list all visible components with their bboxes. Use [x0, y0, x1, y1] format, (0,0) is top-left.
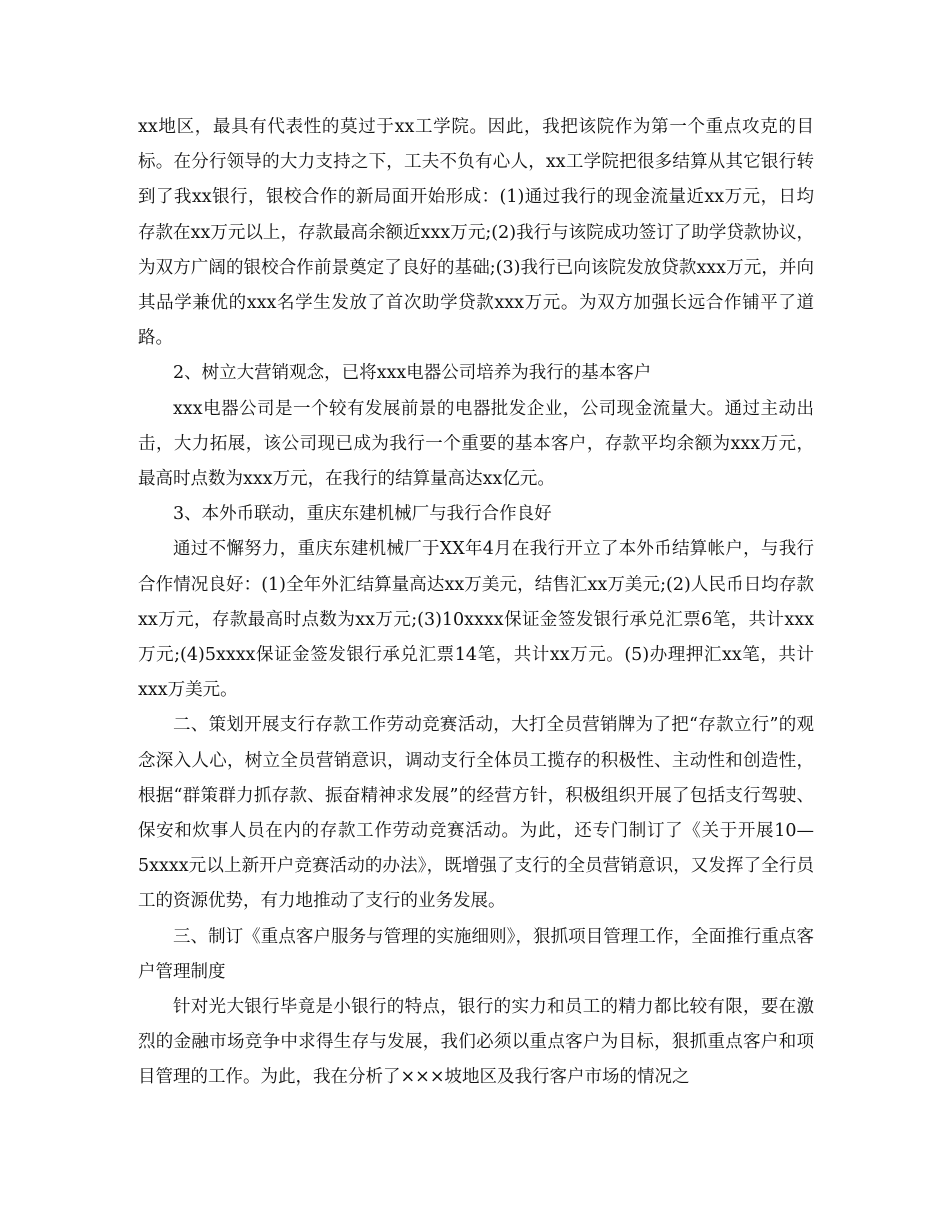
- document-body: [138, 110, 814, 1096]
- paragraph-5: 通过不懈努力，重庆东建机械厂于XX年4月在我行开立了本外币结算帐户，与我行合作情况良好：(1)全年外汇结算量高达xx万美元，结售汇xx万美元;(2)人民币日均存款xx万元，存款最高时点数为xx万元;(3)10xxxx保证金签发银行承兑汇票6笔，共计xxx万元;(4)5xxxx保证金签发银行承兑汇票14笔，共计xx万元。(5)办理押汇xx笔，共计xxx万美元。: [138, 539, 814, 701]
- paragraph-1: xx地区，最具有代表性的莫过于xx工学院。因此，我把该院作为第一个重点攻克的目标。在分行领导的大力支持之下，工夫不负有心人，xx工学院把很多结算从其它银行转到了我xx银行，银校合作的新局面开始形成：(1)通过我行的现金流量近xx万元，日均存款在xx万元以上，存款最高余额近xxx万元;(2)我行与该院成功签订了助学贷款协议，为双方广阔的银校合作前景奠定了良好的基础;(3)我行已向该院发放贷款xxx万元，并向其品学兼优的xxx名学生发放了首次助学贷款xxx万元。为双方加强长远合作铺平了道路。: [138, 117, 814, 349]
- paragraph-4-heading: 3、本外币联动，重庆东建机械厂与我行合作良好: [173, 504, 552, 525]
- paragraph-3: xxx电器公司是一个较有发展前景的电器批发企业，公司现金流量大。通过主动出击，大力拓展，该公司现已成为我行一个重要的基本客户，存款平均余额为xxx万元，最高时点数为xxx万元，在我行的结算量高达xx亿元。: [138, 398, 814, 490]
- paragraph-2-heading: 2、树立大营销观念，已将xxx电器公司培养为我行的基本客户: [173, 363, 652, 384]
- paragraph-7-heading: 三、制订《重点客户服务与管理的实施细则》，狠抓项目管理工作，全面推行重点客户管理制度: [138, 926, 814, 982]
- paragraph-6: 二、策划开展支行存款工作劳动竞赛活动，大打全员营销牌为了把“存款立行”的观念深入人心，树立全员营销意识，调动支行全体员工揽存的积极性、主动性和创造性，根据“群策群力抓存款、振奋精神求发展”的经营方针，积极组织开展了包括支行驾驶、保安和炊事人员在内的存款工作劳动竞赛活动。为此，还专门制订了《关于开展10—5xxxx元以上新开户竞赛活动的办法》，既增强了支行的全员营销意识，又发挥了全行员工的资源优势，有力地推动了支行的业务发展。: [138, 715, 814, 912]
- paragraph-8: 针对光大银行毕竟是小银行的特点，银行的实力和员工的精力都比较有限，要在激烈的金融市场竞争中求得生存与发展，我们必须以重点客户为目标，狠抓重点客户和项目管理的工作。为此，我在分析了×××坡地区及我行客户市场的情况之: [138, 997, 814, 1088]
